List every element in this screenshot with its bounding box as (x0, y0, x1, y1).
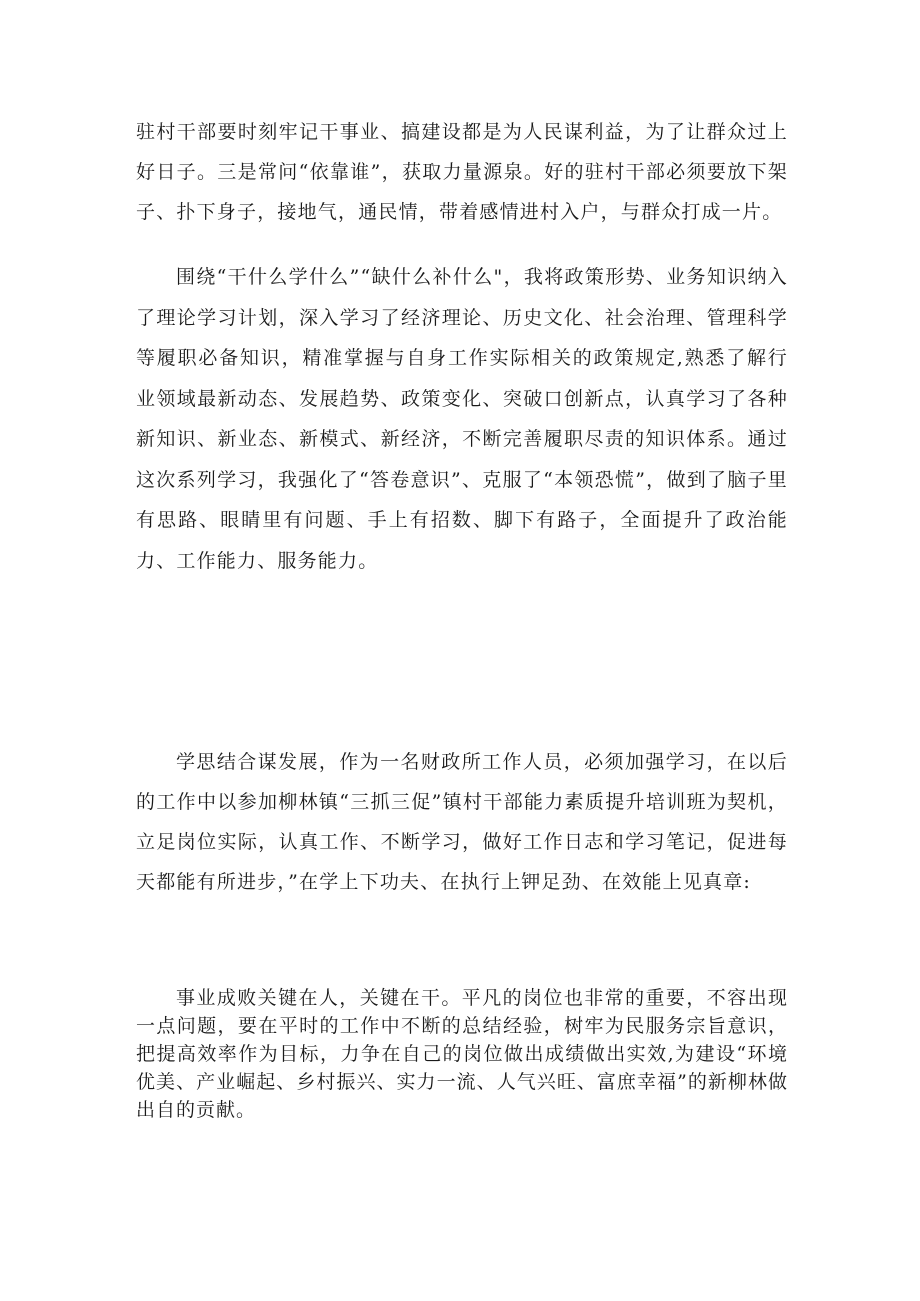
paragraph-2: 围绕“干什么学什么”“缺什么补什么"，我将政策形势、业务知识纳入了理论学习计划，深入学习了经济理论、历史文化、社会治理、管理科学等履职必备知识，精准掌握与自身工作实际相关的政策规定,熟悉了解行业领域最新动态、发展趋势、政策变化、突破口创新点，认真学习了各种新知识、新业态、新模式、新经济，不断完善履职尽责的知识体系。通过这次系列学习，我强化了“答卷意识”、克服了“本领恐慌”，做到了脑子里有思路、眼睛里有问题、手上有招数、脚下有路子，全面提升了政治能力、工作能力、服务能力。 (136, 266, 788, 572)
paragraph-1: 驻村干部要时刻牢记干事业、搞建设都是为人民谋利益，为了让群众过上好日子。三是常问“依靠谁”，获取力量源泉。好的驻村干部必须要放下架子、扑下身子，接地气，通民情，带着感情进村入户，与群众打成一片。 (136, 121, 788, 223)
paragraph-3: 学思结合谋发展，作为一名财政所工作人员，必须加强学习，在以后的工作中以参加柳林镇“三抓三促”镇村干部能力素质提升培训班为契机，立足岗位实际，认真工作、不断学习，做好工作日志和学习笔记，促进每天都能有所进步，”在学上下功夫、在执行上钾足劲、在效能上见真章: (136, 751, 788, 893)
paragraph-4: 事业成败关键在人，关键在干。平凡的岗位也非常的重要，不容出现一点问题，要在平时的工作中不断的总结经验，树牢为民服务宗旨意识，把提高效率作为目标，力争在自己的岗位做出成绩做出实效,为建设“环境优美、产业崛起、乡村振兴、实力一流、人气兴旺、富庶幸福”的新柳林做出自的贡献。 (136, 987, 788, 1121)
